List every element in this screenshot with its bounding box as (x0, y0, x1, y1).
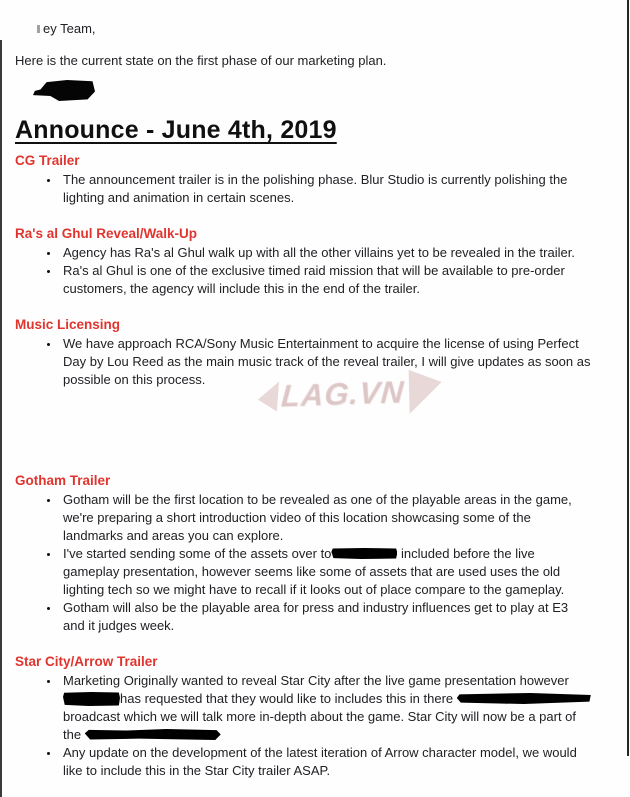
section-title-gotham-trailer: Gotham Trailer (15, 473, 111, 488)
watermark-text: LAG.VN (279, 374, 406, 414)
bullet-text: included before the live gameplay presentation, however seems like some of assets that are used uses the old lighting tech so we might have to recall if it looks out of place compare to the gameplay. (63, 546, 565, 597)
bullet-item (60, 335, 591, 389)
bullet-list (15, 672, 588, 780)
bullet-list (15, 491, 588, 635)
bullet-item (60, 599, 591, 635)
section-title-ras-al-ghul: Ra's al Ghul Reveal/Walk-Up (15, 226, 198, 241)
bullet-item (60, 262, 591, 298)
main-heading: Announce - June 4th, 2019 (15, 116, 337, 144)
redaction-scribble (33, 80, 95, 101)
bullet-text: Any update on the development of the latest iteration of Arrow character model, we would like to include this in the Star City trailer ASAP. (63, 745, 577, 778)
redaction-mark (85, 729, 221, 740)
section-gap (15, 389, 588, 454)
bullet-item (60, 244, 591, 262)
greeting-text: ey Team, (43, 21, 96, 36)
bullet-item (60, 672, 591, 744)
bullet-text: We have approach RCA/Sony Music Entertainment to acquire the license of using Perfect Day by Lou Reed as the main music track of the reveal trailer, I will give updates as soon as possible on this process. (63, 336, 591, 387)
bullet-list (15, 335, 591, 389)
bullet-text: The announcement trailer is in the polishing phase. Blur Studio is currently polishing the lighting and animation in certain scenes. (63, 172, 568, 205)
bullet-text: Gotham will also be the playable area for press and industry influences get to play at E3 and it judges week. (63, 600, 569, 633)
bullet-item (60, 545, 591, 599)
bullet-list (15, 244, 588, 298)
greeting-line (37, 20, 588, 38)
redaction-mark (63, 692, 120, 706)
bullet-text: Marketing Originally wanted to reveal Star City after the live game presentation however (63, 673, 569, 688)
section-title-music-licensing: Music Licensing (15, 317, 121, 332)
bullet-text: has requested that they would like to includes this in there (120, 691, 454, 706)
cropped-character-fragment (37, 25, 40, 33)
intro-text: Here is the current state on the first phase of our marketing plan. (15, 53, 387, 68)
bullet-text: I've started sending some of the assets over to (63, 546, 332, 561)
bullet-item (60, 744, 591, 780)
redaction-mark (457, 693, 591, 704)
bullet-list (15, 171, 588, 207)
bullet-item (60, 491, 591, 545)
bullet-text: Agency has Ra's al Ghul walk up with all the other villains yet to be revealed in the trailer. (63, 245, 575, 260)
redaction-mark (331, 548, 397, 559)
bullet-text: Gotham will be the first location to be revealed as one of the playable areas in the game, we're preparing a short introduction video of this location showcasing some of the landmarks and areas you can explore. (63, 492, 572, 543)
bullet-text: Ra's al Ghul is one of the exclusive timed raid mission that will be available to pre-order customers, the agency will include this in the end of the trailer. (63, 263, 565, 296)
bullet-item (60, 171, 591, 207)
section-title-cg-trailer: CG Trailer (15, 153, 80, 168)
section-title-star-city-arrow: Star City/Arrow Trailer (15, 654, 158, 669)
bullet-text: broadcast which we will talk more in-depth about the game. Star City will now be a part of the (63, 709, 577, 742)
